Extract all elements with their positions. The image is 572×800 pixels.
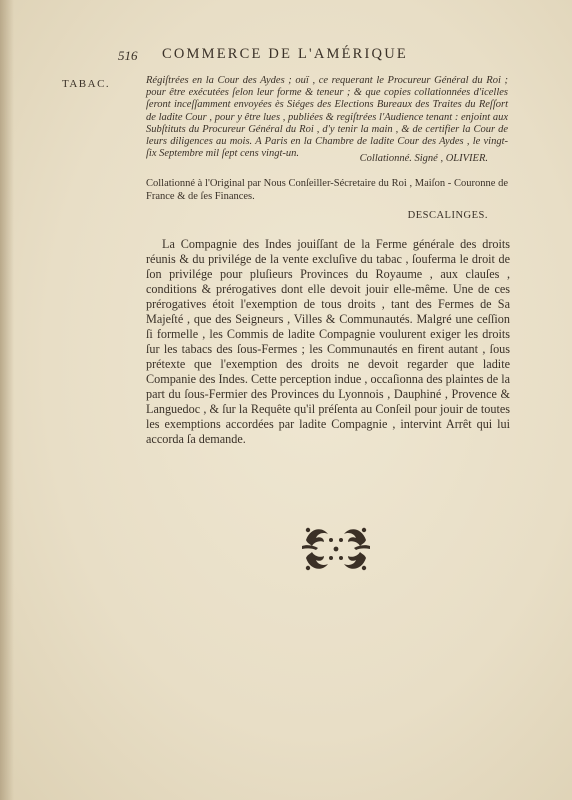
collation-text: Collationné à l'Original par Nous Conſeiller-Sécretaire du Roi , Maiſon - Couronne de France & de ſes Finances. xyxy=(146,178,508,202)
page-header xyxy=(112,46,512,66)
main-paragraph: La Compagnie des Indes jouiſſant de la Ferme générale des droits réunis & du privilége de la vente excluſive du tabac , ſouferma le droit de ſon privilége pour pluſieurs Provinces du Royaume , aux clauſes , conditions & prérogatives dont elle devoit jouir elle-même. Une de ces prérogatives étoit l'exemption de tous droits , tant des Fermes de Sa Majeſté , que des Seigneurs , Villes & Communautés. Malgré une ceſſion ſi formelle , les Commis de ladite Compagnie voulurent exiger les droits ſur les tabacs des ſous-Fermes ; les Communautés en firent autant , ſous prétexte que l'exemption des droits ne devoit regarder que ladite Companie des Indes. Cette perception indue , occaſionna des plaintes de la part du ſous-Fermier des Provinces du Lyonnois , Dauphiné , Provence & Languedoc , & ſur la Requête qu'il préſenta au Conſeil pour jouir de toutes les exemptions accordées par ladite Compagnie , intervint Arrêt qui lui accorda ſa demande. xyxy=(146,237,510,446)
running-head: COMMERCE DE L'AMÉRIQUE xyxy=(162,46,408,62)
signature-descalinges: DESCALINGES. xyxy=(407,210,488,221)
ornament-bottom-left xyxy=(306,552,333,570)
signature-olivier: Collationné. Signé , OLIVIER. xyxy=(359,153,488,164)
margin-note: TABAC. xyxy=(62,78,111,90)
ornament-top-right xyxy=(339,528,370,550)
page-number: 516 xyxy=(118,48,138,63)
ornament-top-left xyxy=(302,528,333,550)
ornament-bottom-right xyxy=(339,552,366,570)
fleuron-ornament-icon xyxy=(298,520,374,578)
page-binding-shadow xyxy=(0,0,14,800)
registration-text: Régiſtrées en la Cour des Aydes ; ouï , ce requerant le Procureur Général du Roi ; pour être exécutées ſelon leur forme & teneur ; & que copies collationnées d'icelles ſeront inceſſamment envoyées ès Siéges des Elections Bureaux des Traites du Reſſort de ladite Cour , pour y être lues , publiées & regiſtrées l'Audience tenant : enjoint aux Subſtituts du Procureur Général du Roi , d'y tenir la main , & de certifier la Cour de leurs diligences au mois. A Paris en la Chambre de ladite Cour des Aydes , le vingt-ſix Septembre mil ſept cens vingt-un. xyxy=(146,75,508,160)
